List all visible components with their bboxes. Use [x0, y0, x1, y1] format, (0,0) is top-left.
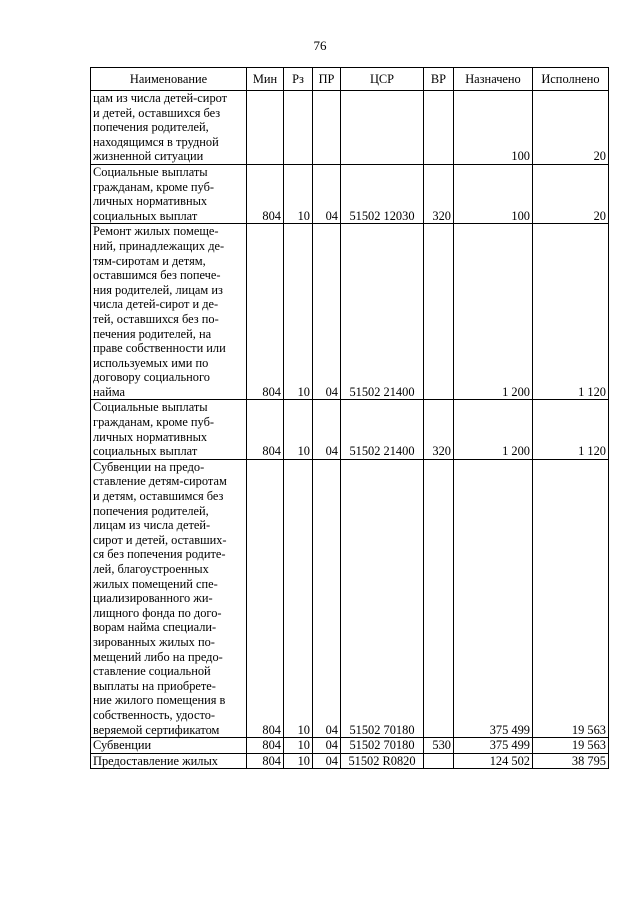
header-assigned: Назначено: [454, 68, 533, 91]
row-name: Ремонт жилых помеще- ний, принадлежащих де- тям-сиротам и детям, оставшимся без попече- ния родителей, лицам из числа детей-сирот и де- тей, оставшихся без по- печения родителей, на праве собственности или используемых ими по договору социального найма: [91, 224, 247, 400]
header-min: Мин: [247, 68, 284, 91]
row-pr: 04: [313, 224, 341, 400]
row-rz: 10: [284, 459, 313, 737]
row-executed: 38 795: [533, 753, 609, 769]
row-rz: 10: [284, 164, 313, 223]
row-executed: 19 563: [533, 738, 609, 754]
header-name: Наименование: [91, 68, 247, 91]
row-rz: [284, 91, 313, 165]
row-executed: 1 120: [533, 400, 609, 459]
row-min: 804: [247, 738, 284, 754]
row-executed: 19 563: [533, 459, 609, 737]
row-min: [247, 91, 284, 165]
row-vr: [424, 91, 454, 165]
row-rz: 10: [284, 738, 313, 754]
row-rz: 10: [284, 400, 313, 459]
row-csr: 51502 70180: [341, 738, 424, 754]
budget-table: [90, 67, 609, 769]
table-row: [91, 459, 609, 737]
row-assigned: 1 200: [454, 400, 533, 459]
row-assigned: 100: [454, 91, 533, 165]
row-csr: [341, 91, 424, 165]
row-rz: 10: [284, 753, 313, 769]
row-assigned: 100: [454, 164, 533, 223]
page-number: 76: [313, 38, 327, 53]
row-csr: 51502 21400: [341, 224, 424, 400]
row-assigned: 124 502: [454, 753, 533, 769]
row-min: 804: [247, 224, 284, 400]
table-row: [91, 738, 609, 754]
row-min: 804: [247, 400, 284, 459]
row-executed: 20: [533, 91, 609, 165]
table-row: [91, 91, 609, 165]
row-pr: [313, 91, 341, 165]
row-pr: 04: [313, 164, 341, 223]
row-min: 804: [247, 459, 284, 737]
table-row: [91, 164, 609, 223]
row-csr: 51502 R0820: [341, 753, 424, 769]
row-vr: 320: [424, 400, 454, 459]
row-vr: [424, 224, 454, 400]
row-vr: 320: [424, 164, 454, 223]
header-rz: Рз: [284, 68, 313, 91]
row-name: Предоставление жилых: [91, 753, 247, 769]
row-csr: 51502 12030: [341, 164, 424, 223]
row-name: Социальные выплаты гражданам, кроме пуб- личных нормативных социальных выплат: [91, 164, 247, 223]
header-vr: ВР: [424, 68, 454, 91]
row-rz: 10: [284, 224, 313, 400]
row-name: цам из числа детей-сирот и детей, оставшихся без попечения родителей, находящимся в трудной жизненной ситуации: [91, 91, 247, 165]
header-pr: ПР: [313, 68, 341, 91]
row-csr: 51502 21400: [341, 400, 424, 459]
row-csr: 51502 70180: [341, 459, 424, 737]
row-vr: [424, 753, 454, 769]
table-row: [91, 224, 609, 400]
row-name: Субвенции: [91, 738, 247, 754]
table-row: [91, 400, 609, 459]
row-name: Субвенции на предо- ставление детям-сиротам и детям, оставшимся без попечения родителей, лицам из числа детей- сирот и детей, оставших- ся без попечения родите- лей, благоустроенных жилых помещений спе- циализированного жи- лищного фонда по дого- ворам найма специали- зированных жилых по- мещений либо на предо- ставление социальной выплаты на приобрете- ние жилого помещения в собственность, удосто- веряемой сертификатом: [91, 459, 247, 737]
row-vr: 530: [424, 738, 454, 754]
row-pr: 04: [313, 753, 341, 769]
row-pr: 04: [313, 738, 341, 754]
header-executed: Исполнено: [533, 68, 609, 91]
table-row: [91, 753, 609, 769]
header-csr: ЦСР: [341, 68, 424, 91]
row-min: 804: [247, 164, 284, 223]
table-header-row: [91, 68, 609, 91]
row-assigned: 375 499: [454, 738, 533, 754]
row-assigned: 1 200: [454, 224, 533, 400]
row-assigned: 375 499: [454, 459, 533, 737]
row-pr: 04: [313, 400, 341, 459]
row-pr: 04: [313, 459, 341, 737]
row-min: 804: [247, 753, 284, 769]
row-name: Социальные выплаты гражданам, кроме пуб- личных нормативных социальных выплат: [91, 400, 247, 459]
row-vr: [424, 459, 454, 737]
row-executed: 20: [533, 164, 609, 223]
row-executed: 1 120: [533, 224, 609, 400]
